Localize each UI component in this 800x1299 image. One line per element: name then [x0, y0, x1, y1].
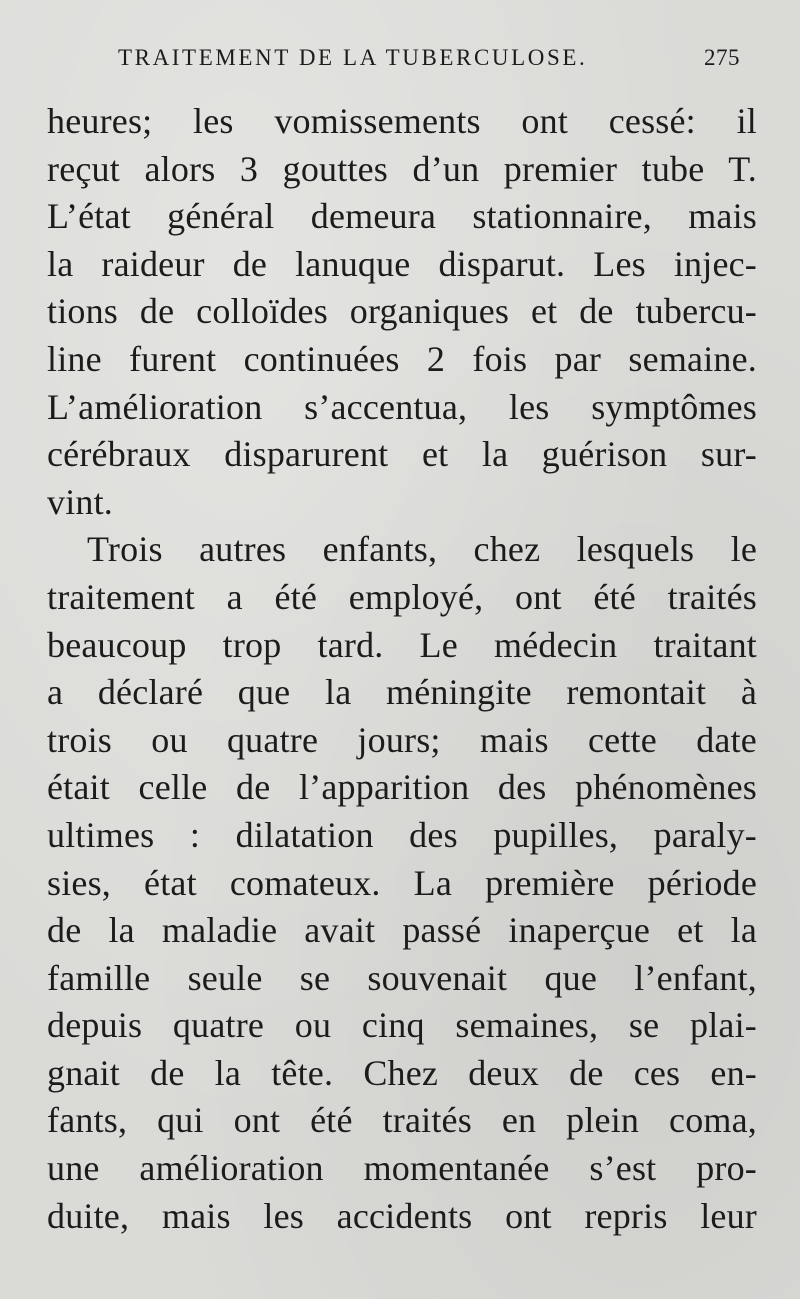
text-line: reçut alors 3 gouttes d’un premier tube T. — [47, 148, 757, 189]
text-line: depuis quatre ou cinq semaines, se plai- — [47, 1005, 757, 1046]
text-line: sies, état comateux. La première période — [47, 862, 757, 903]
text-line: L’amélioration s’accentua, les symptômes — [47, 386, 757, 427]
text-line: beaucoup trop tard. Le médecin traitant — [47, 624, 757, 665]
text-line: traitement a été employé, ont été traités — [47, 576, 757, 617]
text-line: la raideur de lanuque disparut. Les injec- — [47, 243, 757, 284]
body-text — [47, 98, 757, 1240]
text-line: a déclaré que la méningite remontait à — [47, 672, 757, 713]
text-line: famille seule se souvenait que l’enfant, — [47, 957, 757, 998]
running-head — [118, 40, 768, 76]
text-line: L’état général demeura stationnaire, mais — [47, 196, 757, 237]
paragraph-first-line: Trois autres enfants, chez lesquels le — [87, 529, 757, 570]
text-line: heures; les vomissements ont cessé: il — [47, 101, 757, 141]
text-line: trois ou quatre jours; mais cette date — [47, 719, 757, 760]
text-line: fants, qui ont été traités en plein coma, — [47, 1100, 757, 1141]
text-line: line furent continuées 2 fois par semaine. — [47, 338, 757, 379]
text-line: gnait de la tête. Chez deux de ces en- — [47, 1052, 757, 1093]
text-line: vint. — [47, 481, 114, 522]
text-line: de la maladie avait passé inaperçue et la — [47, 910, 757, 951]
page-number: 275 — [704, 45, 740, 70]
text-line: était celle de l’apparition des phénomènes — [47, 767, 757, 808]
text-line: cérébraux disparurent et la guérison sur- — [47, 434, 757, 475]
text-line: une amélioration momentanée s’est pro- — [47, 1148, 757, 1189]
text-line: tions de colloïdes organiques et de tubercu- — [47, 291, 757, 332]
text-line: ultimes : dilatation des pupilles, paraly- — [47, 814, 757, 855]
running-title: TRAITEMENT DE LA TUBERCULOSE. — [118, 45, 588, 70]
text-line: duite, mais les accidents ont repris leur — [47, 1195, 757, 1236]
